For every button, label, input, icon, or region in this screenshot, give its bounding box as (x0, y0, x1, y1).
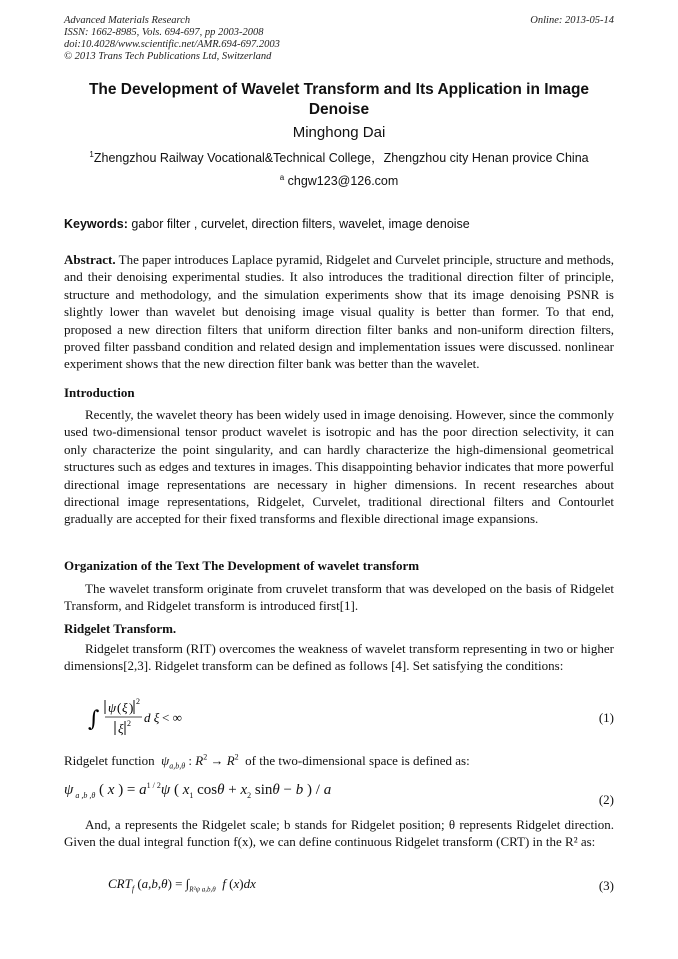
equation-1-number: (1) (598, 710, 614, 725)
svg-text:ξ: ξ (118, 721, 124, 736)
equation-1-formula (88, 694, 208, 742)
org-heading: Organization of the Text The Development of wavelet transform (64, 558, 420, 573)
affiliation-mark: 1 (89, 149, 94, 159)
keywords (64, 216, 614, 232)
issn-line: ISSN: 1662-8985, Vols. 694-697, pp 2003-2008 (64, 27, 264, 38)
keywords-label: Keywords: (64, 217, 128, 231)
equation-2-formula: ψ $_{a ,b ,\theta}$ ( x ) = $a^{1 / 2}\psi$ ( $x_1$ $\cos\theta + x_2$ sinθ − b ) / a (64, 781, 332, 800)
online-date: Online: 2013-05-14 (530, 15, 614, 26)
equation-3-number: (3) (598, 878, 614, 893)
ridgelet-function-line (64, 752, 614, 775)
ridgelet-text: Ridgelet transform (RIT) overcomes the weakness of wavelet transform representing in two or higher dimensions[2,3]. Ridgelet transform can be defined as follows [4]. Set satisfying the conditions: (64, 641, 614, 674)
equation-1 (64, 694, 614, 734)
equation-2 (64, 778, 614, 818)
svg-text:< ∞: < ∞ (162, 710, 182, 725)
equation-3-formula: $CRT_f$ $(a,b,\theta) = \int_{R^2\psi a,b,\theta}$ f (x)dx (108, 876, 256, 894)
email-address[interactable]: chgw123@126.com (287, 174, 399, 188)
intro-text: Recently, the wavelet theory has been widely used in image denoising. However, since the commonly used two-dimensional tensor product wavelet is isotropic and has the poor direction selectivity, it can only characterize the point singularity, and can hardly characterize the high-dimensional geometrical structures such as edges and textures in images. This disappointing behavior indicates that more powerful directional image representations are necessary in higher dimensions. In recent researches about directional image representations, Ridgelet, Curvelet, traditional directional filters and Contourlet gradually are accepted for their fixed transforms and flexible directional image expansions. (64, 407, 614, 527)
ridgelet-function-prefix: Ridgelet function (64, 753, 155, 768)
author-name: Minghong Dai (292, 124, 386, 141)
svg-text:2: 2 (136, 697, 140, 706)
equation-2-number: (2) (598, 792, 614, 807)
svg-text:ψ: ψ (108, 700, 117, 715)
svg-text:2: 2 (127, 719, 131, 728)
email-line (64, 173, 614, 189)
ridgelet-params-text: And, a represents the Ridgelet scale; b stands for Ridgelet position; θ represents Ridgelet direction. Given the dual integral function f(x), we can define continuous Ridgelet transform (CRT) in the R² as: (64, 817, 614, 850)
svg-text:): ) (129, 700, 134, 715)
svg-text:ξ: ξ (122, 700, 128, 715)
org-text: The wavelet transform originate from cruvelet transform that was developed on the basis of Ridgelet Transform, and Ridgelet transform is introduced first[1]. (64, 581, 614, 614)
abstract-label: Abstract. (64, 252, 116, 267)
affiliation (64, 150, 614, 166)
copyright-line: © 2013 Trans Tech Publications Ltd, Switzerland (64, 51, 272, 62)
affiliation-text: Zhengzhou Railway Vocational&Technical College，Zhengzhou city Henan provice China (93, 151, 589, 165)
journal-header (64, 15, 280, 63)
doi-line: doi:10.4028/www.scientific.net/AMR.694-697.2003 (64, 39, 280, 50)
keywords-text: gabor filter , curvelet, direction filters, wavelet, image denoise (131, 217, 470, 231)
svg-text:d ξ: d ξ (144, 710, 160, 725)
journal-name: Advanced Materials Research (64, 15, 191, 26)
ridgelet-function-suffix: of the two-dimensional space is defined as: (245, 753, 470, 768)
svg-text:∫: ∫ (88, 707, 100, 732)
abstract (64, 251, 614, 373)
equation-3 (64, 874, 614, 914)
paper-title: The Development of Wavelet Transform and Its Application in Image Denoise (88, 81, 590, 118)
ridgelet-heading: Ridgelet Transform. (64, 621, 177, 636)
svg-text:(: ( (117, 700, 122, 715)
abstract-text: The paper introduces Laplace pyramid, Ridgelet and Curvelet principle, structure and methods, and their denoising experimental studies. It also introduces the traditional direction filter of principle, structure and methodology, and the simulation experiments show that its image denoising PSNR is slightly lower than wavelet but denoising image visual quality is better than former. To that end, proposed a new direction filters that uniform direction filter banks and non-uniform direction filters, proved filter passband condition and related design and implementation issues were discussed. nonlinear experiment shows that the new direction filter bank was better than the wavelet. (64, 252, 615, 372)
intro-heading: Introduction (64, 385, 135, 400)
ridgelet-function-symbol: $\psi_{a,b,\theta}$ : $R^2 \to R^2$ (161, 752, 239, 771)
email-mark: a (279, 172, 285, 182)
